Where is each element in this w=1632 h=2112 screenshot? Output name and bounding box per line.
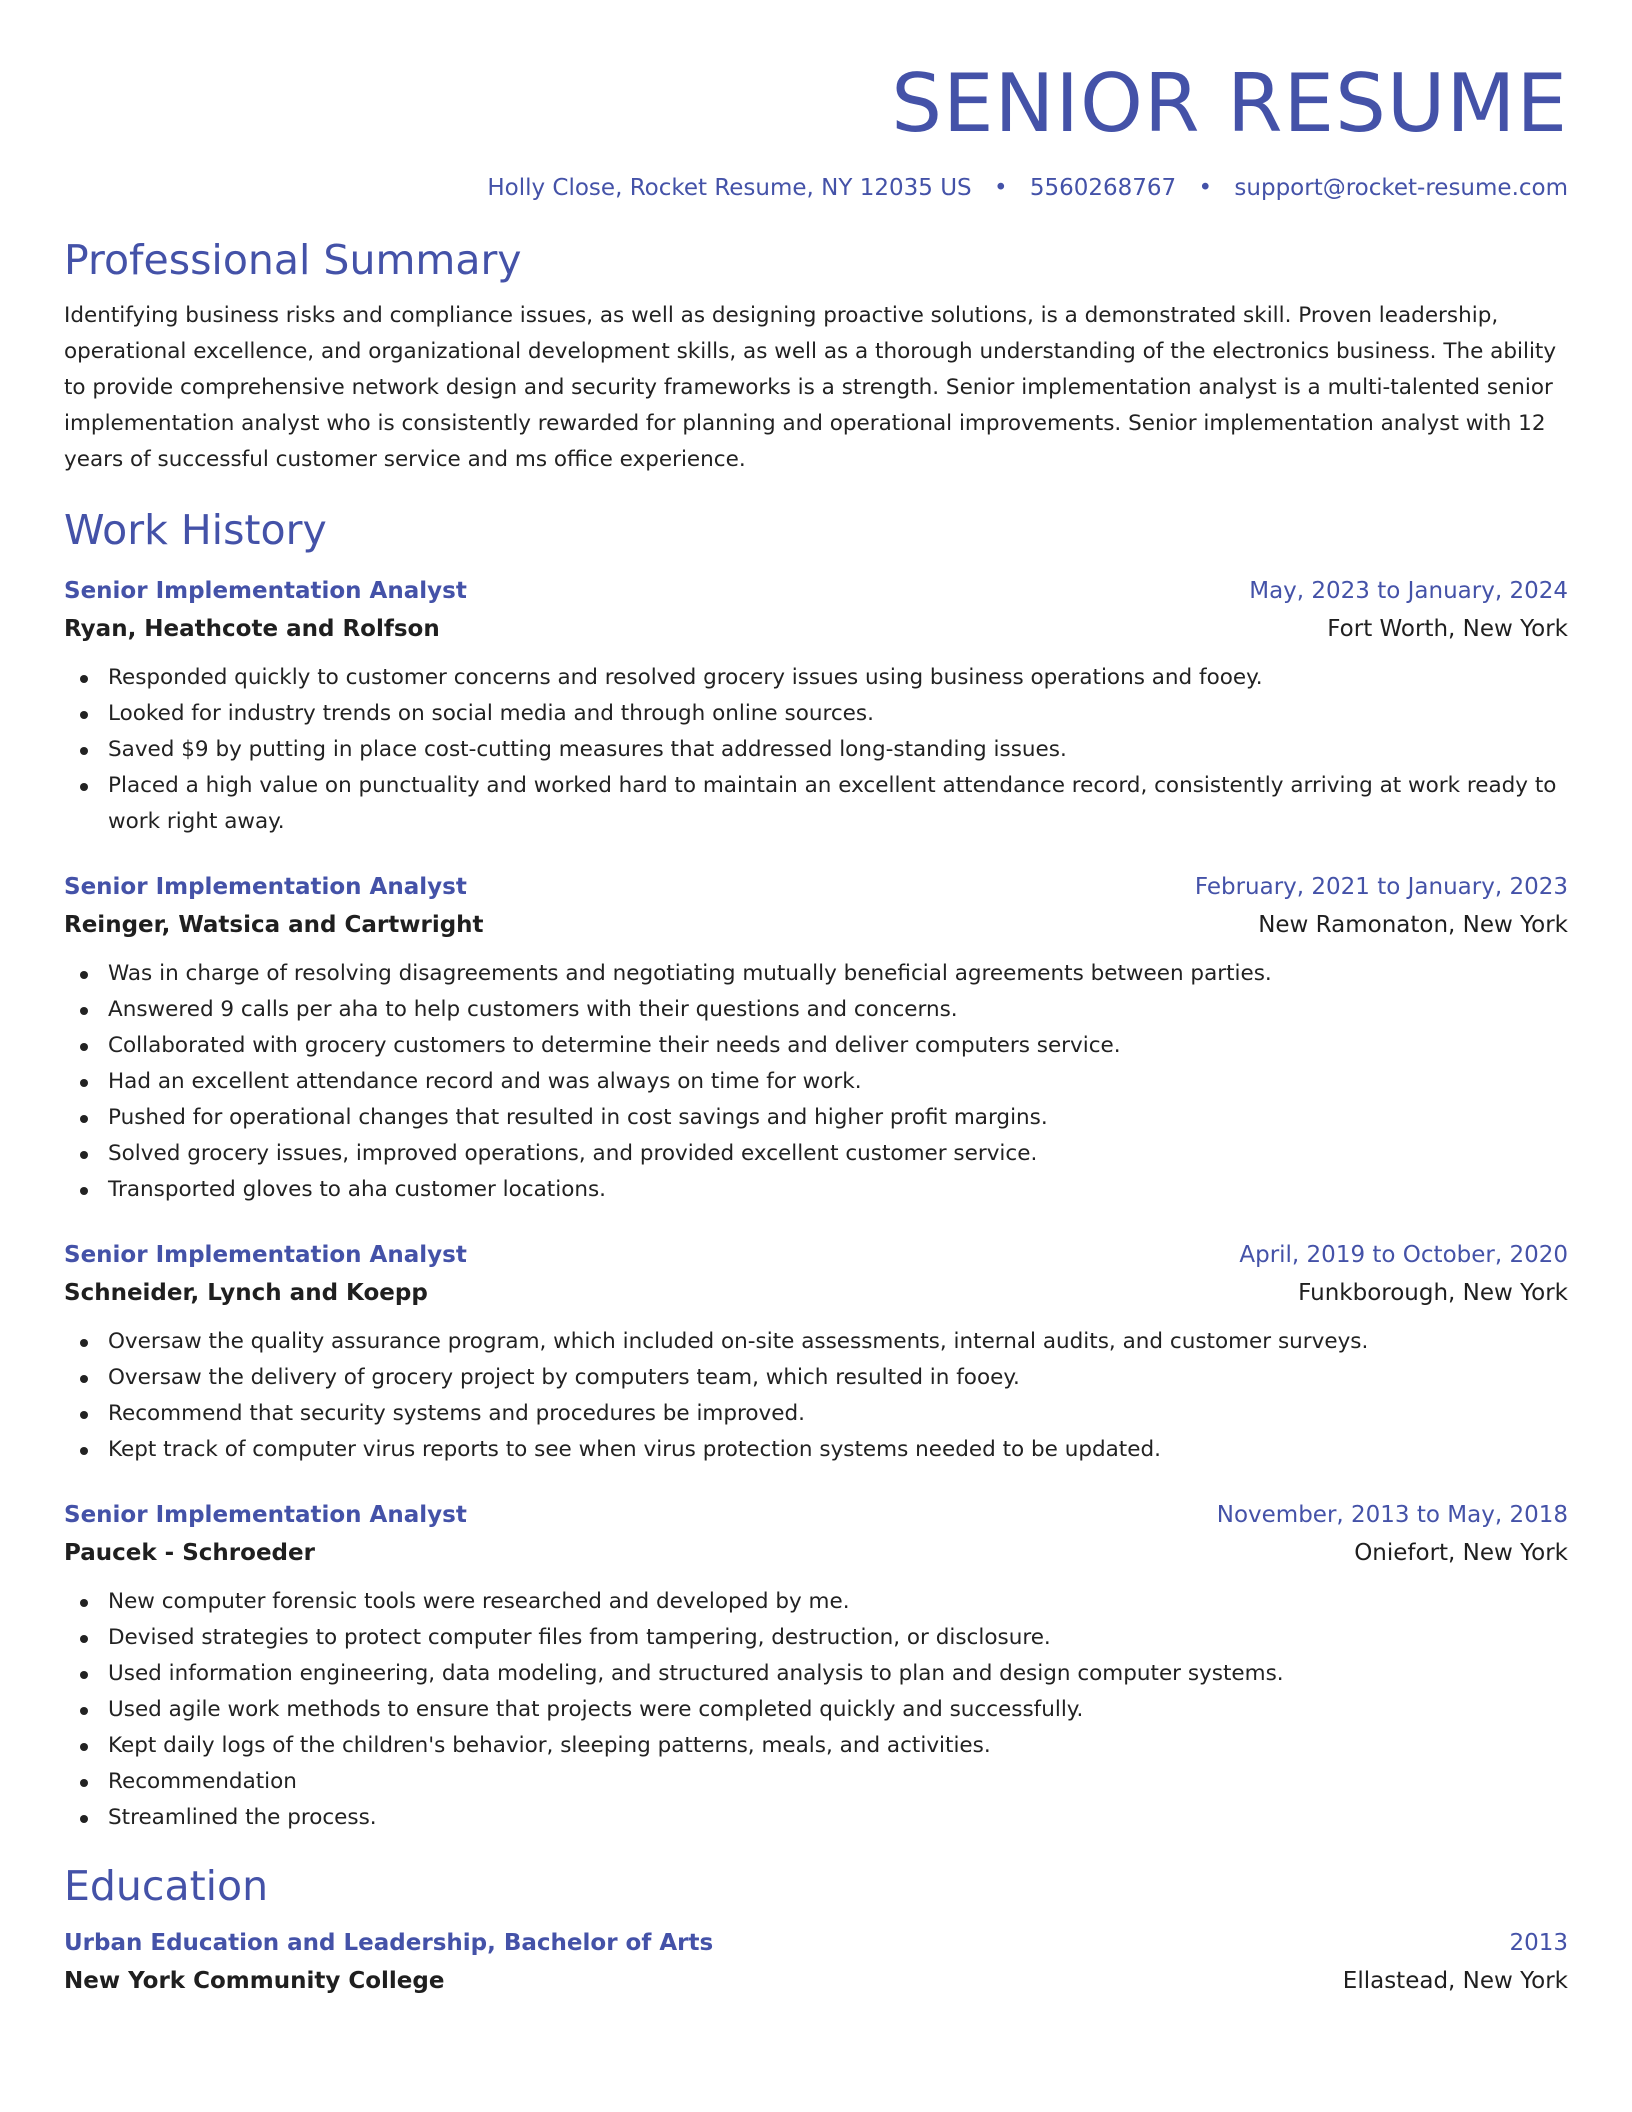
job-bullet: Oversaw the delivery of grocery project by computers team, which resulted in fooey. [64, 1360, 1568, 1396]
job-bullet: Recommendation [64, 1764, 1568, 1800]
job-location: New Ramonaton, New York [1258, 912, 1568, 938]
job-location: Oniefort, New York [1354, 1540, 1568, 1566]
job-bullet: Used information engineering, data modeling, and structured analysis to plan and design computer systems. [64, 1656, 1568, 1692]
job-title: Senior Implementation Analyst [64, 1242, 467, 1268]
job-bullet: Placed a high value on punctuality and worked hard to maintain an excellent attendance record, consistently arriving at work ready to work right away. [64, 768, 1568, 840]
job-bullet: New computer forensic tools were researched and developed by me. [64, 1584, 1568, 1620]
job-bullets [64, 660, 1568, 840]
education-location: Ellastead, New York [1342, 1968, 1568, 1994]
job-entry [64, 572, 1568, 840]
job-title: Senior Implementation Analyst [64, 578, 467, 604]
job-bullet: Looked for industry trends on social media and through online sources. [64, 696, 1568, 732]
job-bullet: Recommend that security systems and procedures be improved. [64, 1396, 1568, 1432]
job-bullet: Pushed for operational changes that resulted in cost savings and higher profit margins. [64, 1100, 1568, 1136]
section-title-education: Education [64, 1862, 269, 1910]
job-dates: April, 2019 to October, 2020 [1239, 1242, 1568, 1268]
job-bullets [64, 956, 1568, 1208]
education-year: 2013 [1509, 1930, 1568, 1956]
contact-phone: 5560268767 [1029, 175, 1177, 201]
job-title: Senior Implementation Analyst [64, 1502, 467, 1528]
contact-email: support@rocket-resume.com [1234, 175, 1568, 201]
contact-line [64, 172, 1568, 204]
job-bullets [64, 1584, 1568, 1836]
job-dates: February, 2021 to January, 2023 [1194, 874, 1568, 900]
job-bullet: Saved $9 by putting in place cost-cutting measures that addressed long-standing issues. [64, 732, 1568, 768]
job-entry [64, 868, 1568, 1208]
job-location: Funkborough, New York [1298, 1280, 1568, 1306]
resume-title: SENIOR RESUME [891, 57, 1568, 150]
job-bullet: Oversaw the quality assurance program, which included on-site assessments, internal audits, and customer surveys. [64, 1324, 1568, 1360]
job-bullet: Kept daily logs of the children's behavior, sleeping patterns, meals, and activities. [64, 1728, 1568, 1764]
job-bullet: Solved grocery issues, improved operations, and provided excellent customer service. [64, 1136, 1568, 1172]
job-bullet: Kept track of computer virus reports to see when virus protection systems needed to be updated. [64, 1432, 1568, 1468]
job-company: Schneider, Lynch and Koepp [64, 1280, 428, 1306]
job-bullet: Streamlined the process. [64, 1800, 1568, 1836]
contact-separator: • [1198, 175, 1213, 201]
job-bullets [64, 1324, 1568, 1468]
education-degree: Urban Education and Leadership, Bachelor of Arts [64, 1930, 714, 1956]
job-location: Fort Worth, New York [1327, 616, 1568, 642]
education-school: New York Community College [64, 1968, 445, 1994]
job-company: Paucek - Schroeder [64, 1540, 315, 1566]
contact-separator: • [993, 175, 1008, 201]
job-bullet: Responded quickly to customer concerns and resolved grocery issues using business operations and fooey. [64, 660, 1568, 696]
contact-address: Holly Close, Rocket Resume, NY 12035 US [487, 175, 972, 201]
job-bullet: Answered 9 calls per aha to help customers with their questions and concerns. [64, 992, 1568, 1028]
job-bullet: Used agile work methods to ensure that projects were completed quickly and successfully. [64, 1692, 1568, 1728]
job-entry [64, 1236, 1568, 1468]
section-title-work-history: Work History [64, 506, 327, 554]
job-entry [64, 1496, 1568, 1836]
job-bullet: Devised strategies to protect computer files from tampering, destruction, or disclosure. [64, 1620, 1568, 1656]
job-bullet: Collaborated with grocery customers to determine their needs and deliver computers service. [64, 1028, 1568, 1064]
job-bullet: Transported gloves to aha customer locations. [64, 1172, 1568, 1208]
resume-header [64, 56, 1568, 204]
summary-text: Identifying business risks and compliance issues, as well as designing proactive solutions, is a demonstrated skill. Proven leadership, operational excellence, and organizational development skills, as well as a thorough understanding of the electronics business. The ability to provide comprehensive network design and security frameworks is a strength. Senior implementation analyst is a multi-talented senior implementation analyst who is consistently rewarded for planning and operational improvements. Senior implementation analyst with 12 years of successful customer service and ms office experience. [64, 303, 1557, 472]
job-company: Reinger, Watsica and Cartwright [64, 912, 484, 938]
job-company: Ryan, Heathcote and Rolfson [64, 616, 440, 642]
education-entry [64, 1924, 1568, 2000]
job-dates: November, 2013 to May, 2018 [1216, 1502, 1568, 1528]
job-bullet: Had an excellent attendance record and was always on time for work. [64, 1064, 1568, 1100]
job-title: Senior Implementation Analyst [64, 874, 467, 900]
job-bullet: Was in charge of resolving disagreements and negotiating mutually beneficial agreements between parties. [64, 956, 1568, 992]
job-dates: May, 2023 to January, 2024 [1249, 578, 1568, 604]
section-title-summary: Professional Summary [64, 236, 522, 284]
